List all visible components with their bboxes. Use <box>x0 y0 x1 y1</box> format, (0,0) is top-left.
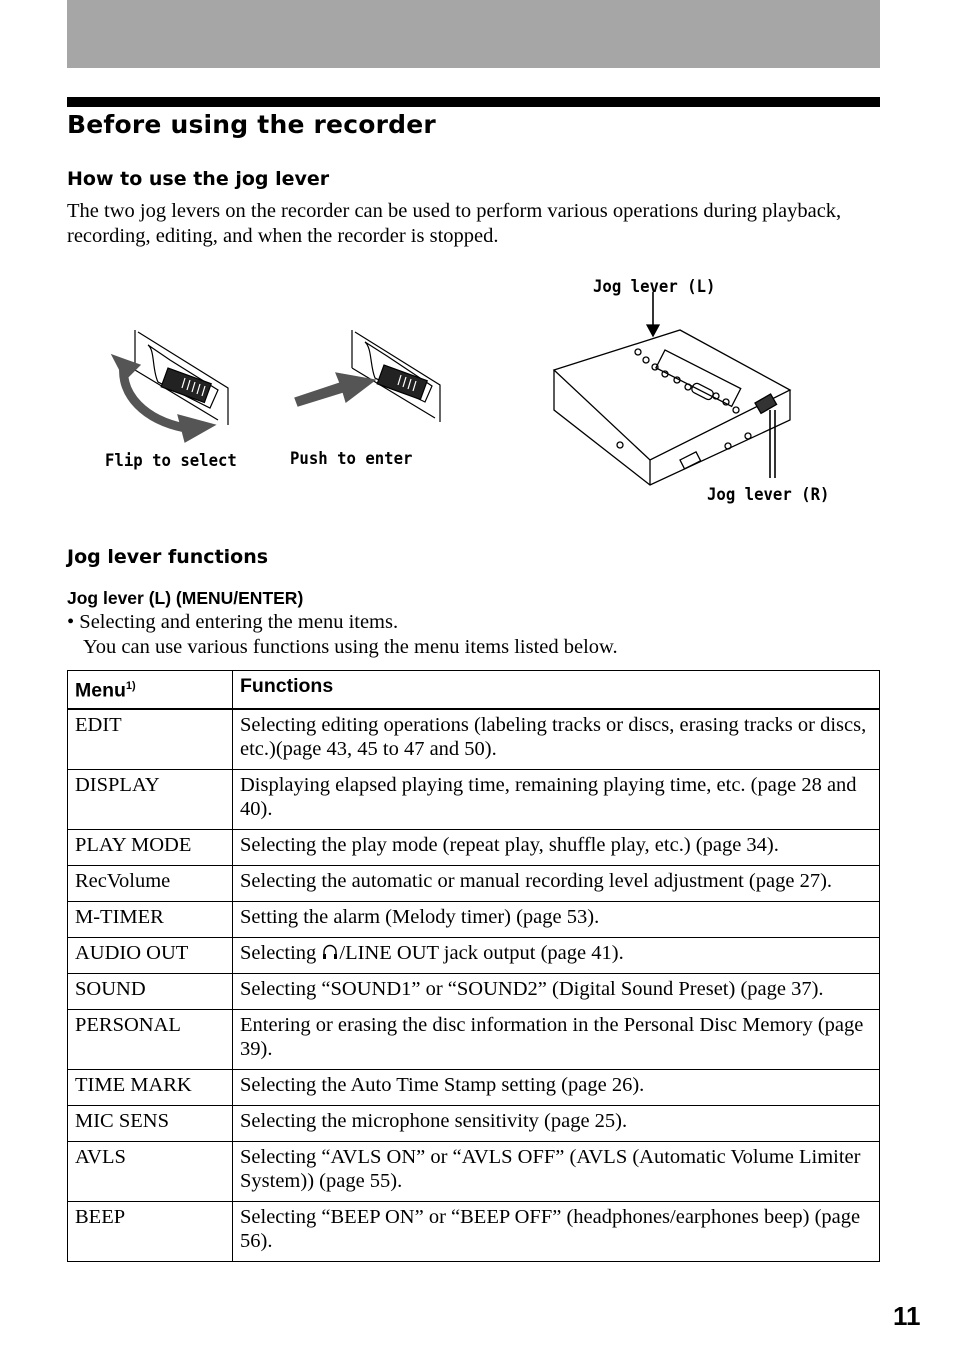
menu-cell: M-TIMER <box>68 901 233 937</box>
page-title: Before using the recorder <box>67 110 436 139</box>
page-number: 11 <box>893 1301 921 1331</box>
jog-lever-l-label: Jog lever (L) <box>593 277 716 297</box>
section-heading-jog-functions: Jog lever functions <box>67 546 269 568</box>
menu-cell: SOUND <box>68 973 233 1009</box>
menu-cell: EDIT <box>68 709 233 770</box>
subheading-jog-lever-l: Jog lever (L) (MENU/ENTER) <box>67 588 304 608</box>
headphones-icon <box>321 943 339 961</box>
function-cell: Selecting editing operations (labeling tracks or discs, erasing tracks or discs, etc.)(page 43, 45 to 47 and 50). <box>233 709 880 770</box>
menu-header-text: Menu <box>75 679 126 702</box>
function-cell: Selecting “BEEP ON” or “BEEP OFF” (headphones/earphones beep) (page 56). <box>233 1201 880 1261</box>
section-heading-jog-lever: How to use the jog lever <box>67 168 330 190</box>
menu-cell: PLAY MODE <box>68 829 233 865</box>
table-row <box>68 709 880 770</box>
function-cell <box>233 937 880 973</box>
table-row <box>68 901 880 937</box>
footnote-marker: 1) <box>125 680 136 692</box>
bullet-menu-items <box>67 610 618 660</box>
function-text-pre: Selecting <box>240 941 322 964</box>
menu-column-header <box>68 671 233 709</box>
recorder-illustration <box>554 292 790 485</box>
menu-cell: RecVolume <box>68 865 233 901</box>
menu-cell: MIC SENS <box>68 1105 233 1141</box>
function-text-post: /LINE OUT jack output (page 41). <box>339 941 624 964</box>
title-rule <box>67 97 880 107</box>
table-row <box>68 1069 880 1105</box>
bullet-line-2: You can use various functions using the menu items listed below. <box>83 636 618 658</box>
table-row <box>68 1105 880 1141</box>
push-lever-illustration <box>295 330 440 422</box>
menu-cell: TIME MARK <box>68 1069 233 1105</box>
function-cell: Selecting the play mode (repeat play, shuffle play, etc.) (page 34). <box>233 829 880 865</box>
function-cell: Selecting “AVLS ON” or “AVLS OFF” (AVLS (Automatic Volume Limiter System)) (page 55). <box>233 1141 880 1201</box>
table-row <box>68 1141 880 1201</box>
push-to-enter-label: Push to enter <box>290 449 413 469</box>
jog-lever-figure <box>90 270 870 520</box>
table-row <box>68 865 880 901</box>
function-cell: Selecting “SOUND1” or “SOUND2” (Digital Sound Preset) (page 37). <box>233 973 880 1009</box>
bullet-line-1: • Selecting and entering the menu items. <box>67 611 399 633</box>
menu-cell: BEEP <box>68 1201 233 1261</box>
menu-cell: AUDIO OUT <box>68 937 233 973</box>
intro-paragraph: The two jog levers on the recorder can be used to perform various operations during playback, recording, editing, and when the recorder is stopped. <box>67 200 842 247</box>
function-cell: Entering or erasing the disc information in the Personal Disc Memory (page 39). <box>233 1009 880 1069</box>
menu-functions-table <box>67 670 880 1262</box>
table-row <box>68 973 880 1009</box>
menu-cell: DISPLAY <box>68 769 233 829</box>
menu-cell: AVLS <box>68 1141 233 1201</box>
header-grey-bar <box>67 0 880 68</box>
table-row <box>68 829 880 865</box>
function-cell: Selecting the microphone sensitivity (page 25). <box>233 1105 880 1141</box>
table-header-row <box>68 671 880 709</box>
function-cell: Setting the alarm (Melody timer) (page 53). <box>233 901 880 937</box>
flip-lever-illustration <box>112 330 228 442</box>
function-cell: Selecting the automatic or manual recording level adjustment (page 27). <box>233 865 880 901</box>
menu-cell: PERSONAL <box>68 1009 233 1069</box>
table-row <box>68 937 880 973</box>
table-row <box>68 1201 880 1261</box>
function-cell: Selecting the Auto Time Stamp setting (page 26). <box>233 1069 880 1105</box>
functions-column-header: Functions <box>233 671 880 709</box>
function-cell: Displaying elapsed playing time, remaining playing time, etc. (page 28 and 40). <box>233 769 880 829</box>
table-row <box>68 769 880 829</box>
flip-to-select-label: Flip to select <box>105 451 237 471</box>
jog-lever-r-label: Jog lever (R) <box>707 485 830 505</box>
table-row <box>68 1009 880 1069</box>
